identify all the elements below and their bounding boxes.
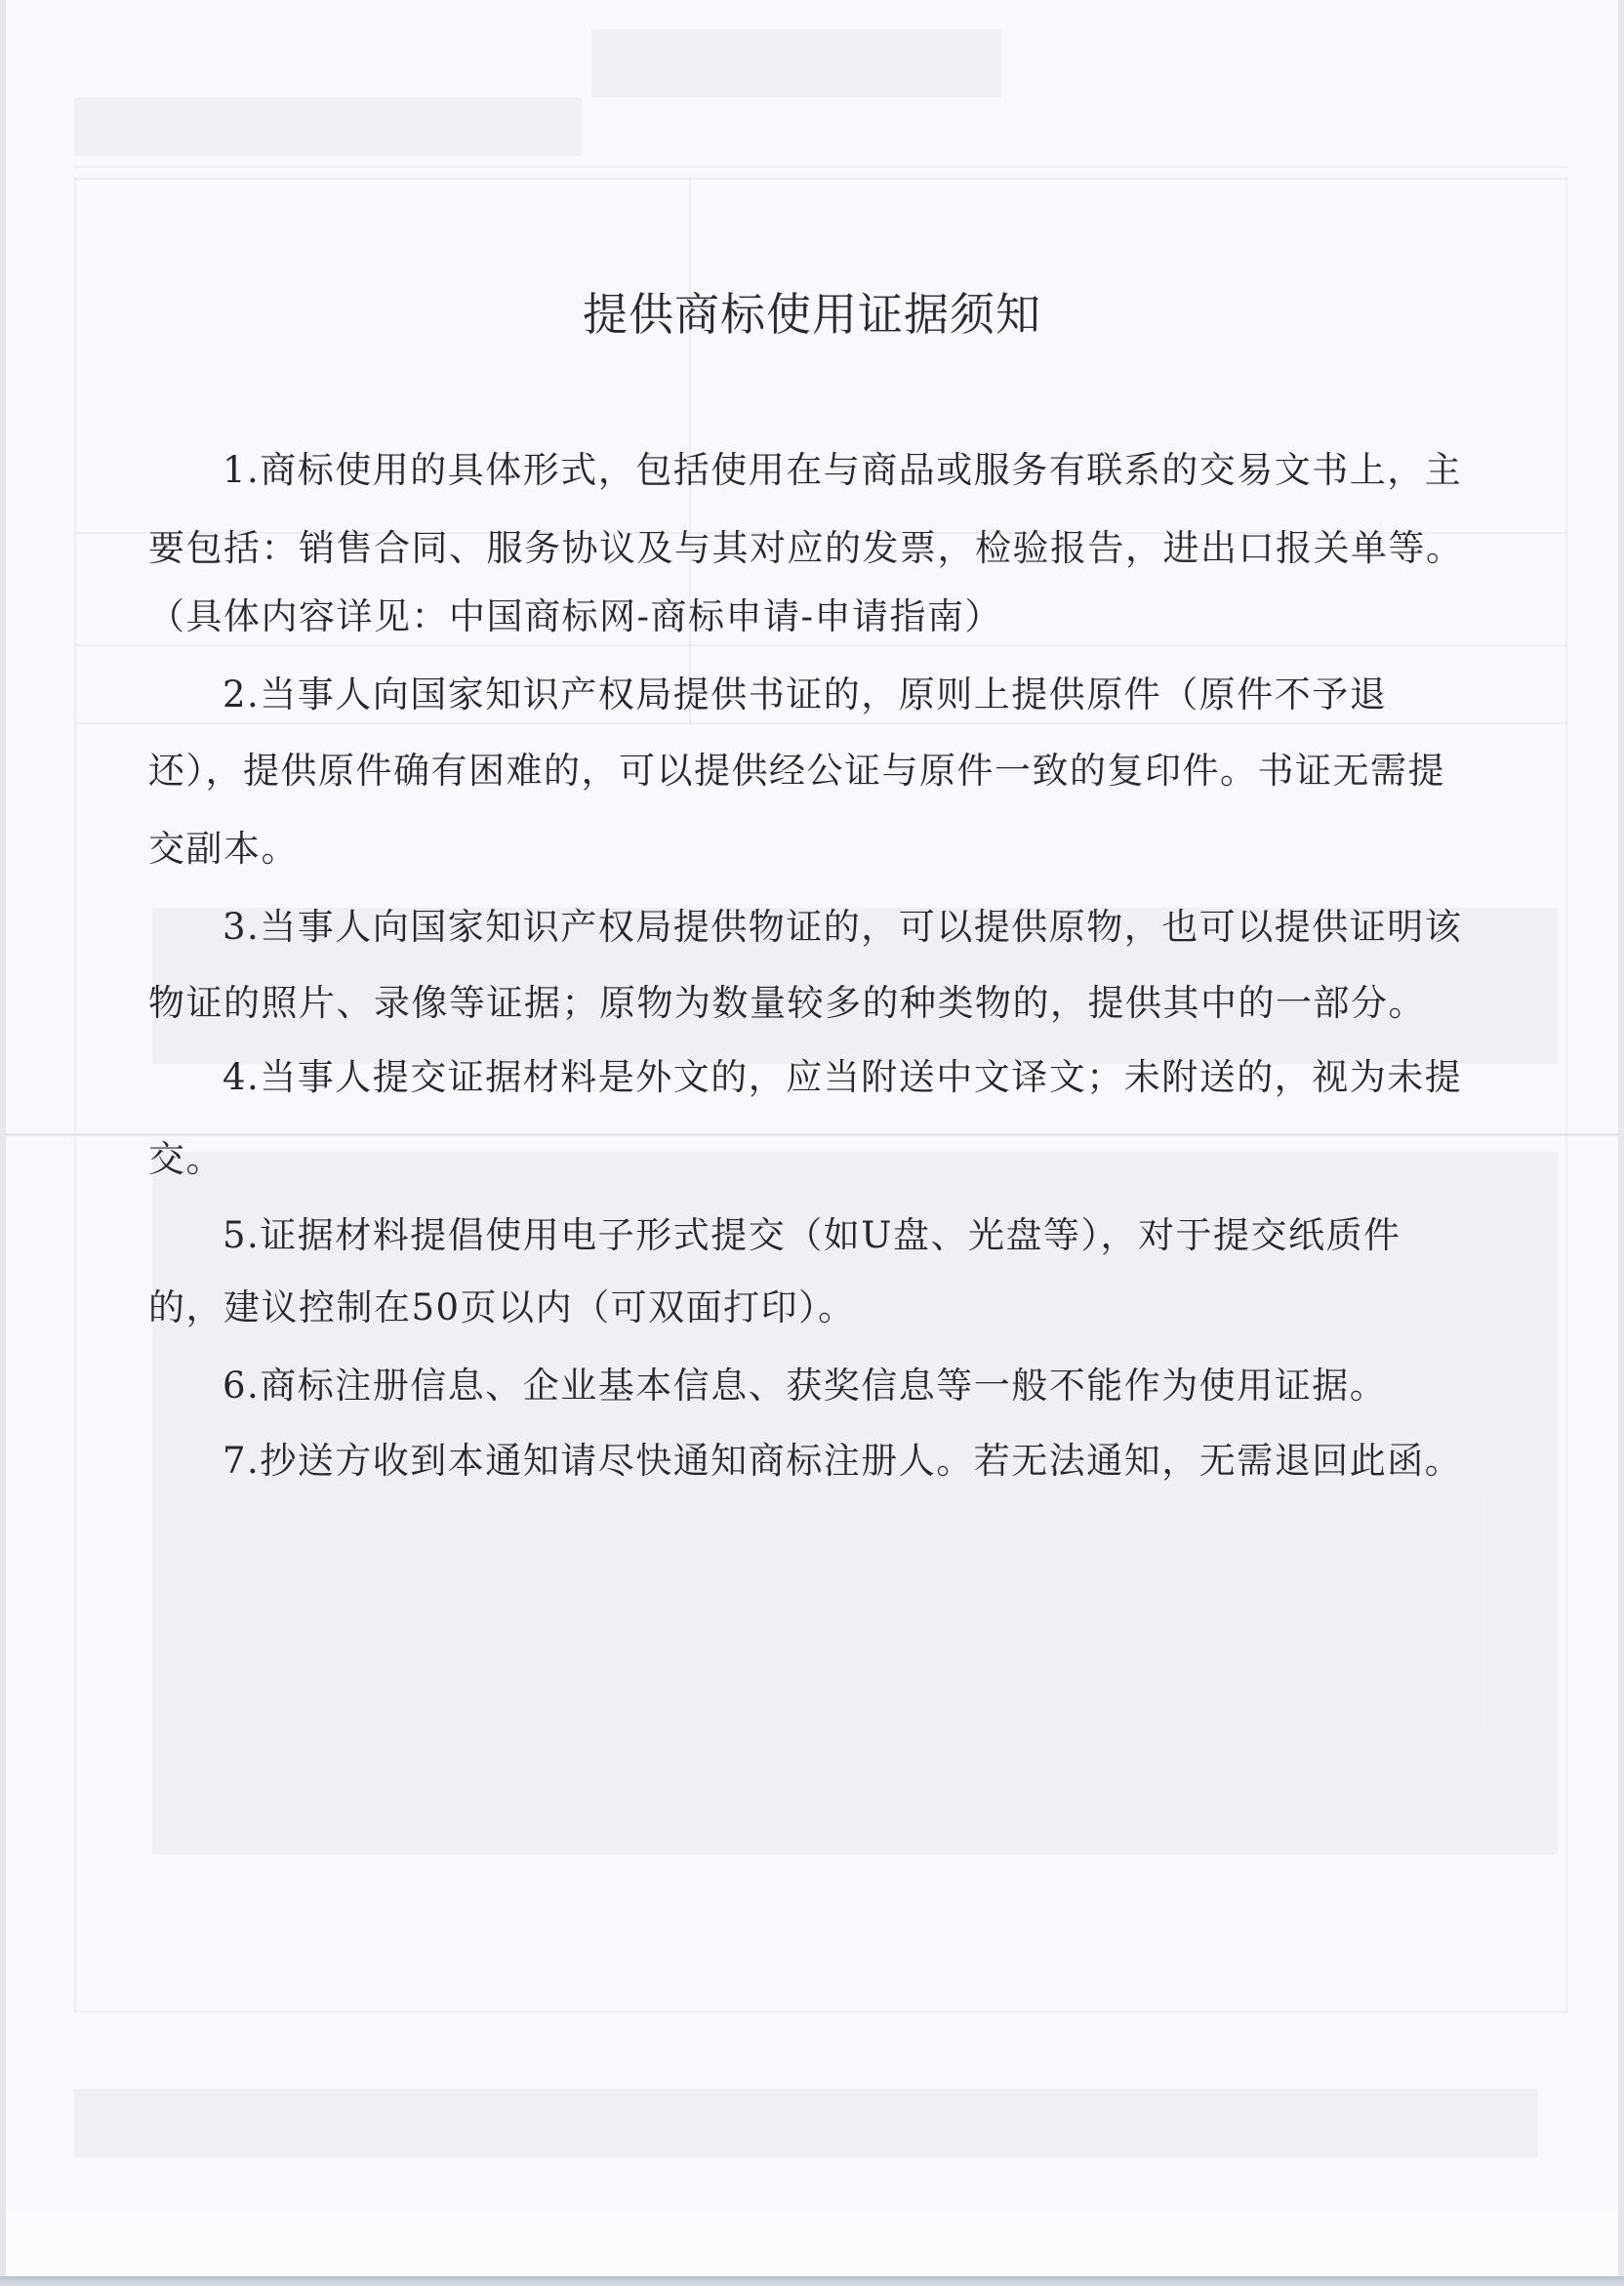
paragraph-2-line-2: 还），提供原件确有困难的，可以提供经公证与原件一致的复印件。书证无需提: [148, 750, 1445, 792]
show-through-table-line: [74, 644, 1567, 646]
show-through-table-line: [74, 178, 1567, 180]
paragraph-6-line-1: 6.商标注册信息、企业基本信息、获奖信息等一般不能作为使用证据。: [223, 1365, 1388, 1407]
paragraph-5-line-2: 的，建议控制在50页以内（可双面打印）。: [148, 1286, 856, 1328]
paragraph-1-line-2: 要包括：销售合同、服务协议及与其对应的发票，检验报告，进出口报关单等。: [148, 527, 1464, 569]
paragraph-3-line-2: 物证的照片、录像等证据；原物为数量较多的种类物的，提供其中的一部分。: [148, 982, 1426, 1024]
document-title: 提供商标使用证据须知: [583, 288, 1041, 341]
page-lower-margin: [6, 2211, 1618, 2276]
paragraph-4-line-1: 4.当事人提交证据材料是外文的，应当附送中文译文；未附送的，视为未提: [223, 1056, 1463, 1098]
paragraph-3-line-1: 3.当事人向国家知识产权局提供物证的，可以提供原物，也可以提供证明该: [223, 906, 1463, 948]
show-through-header-text: [591, 29, 1001, 98]
paragraph-2-line-1: 2.当事人向国家知识产权局提供书证的，原则上提供原件（原件不予退: [223, 674, 1388, 715]
show-through-table-line: [1565, 178, 1567, 2013]
scan-bottom-edge: [0, 2276, 1624, 2286]
show-through-table-line: [74, 178, 76, 2013]
paragraph-1-line-3: （具体内容详见：中国商标网-商标申请-申请指南）: [148, 595, 1003, 637]
show-through-table-line: [74, 2011, 1567, 2013]
show-through-table-line: [74, 722, 1567, 724]
show-through-table-line: [74, 166, 1567, 168]
paragraph-7-line-1: 7.抄送方收到本通知请尽快通知商标注册人。若无法通知，无需退回此函。: [223, 1440, 1463, 1482]
paragraph-2-line-3: 交副本。: [148, 828, 299, 870]
show-through-header-text: [74, 98, 582, 156]
paragraph-4-line-2: 交。: [148, 1138, 223, 1180]
paragraph-5-line-1: 5.证据材料提倡使用电子形式提交（如U盘、光盘等），对于提交纸质件: [223, 1214, 1401, 1256]
paragraph-1-line-1: 1.商标使用的具体形式，包括使用在与商品或服务有联系的交易文书上，主: [223, 449, 1463, 491]
show-through-footer-text: [74, 2089, 1538, 2157]
